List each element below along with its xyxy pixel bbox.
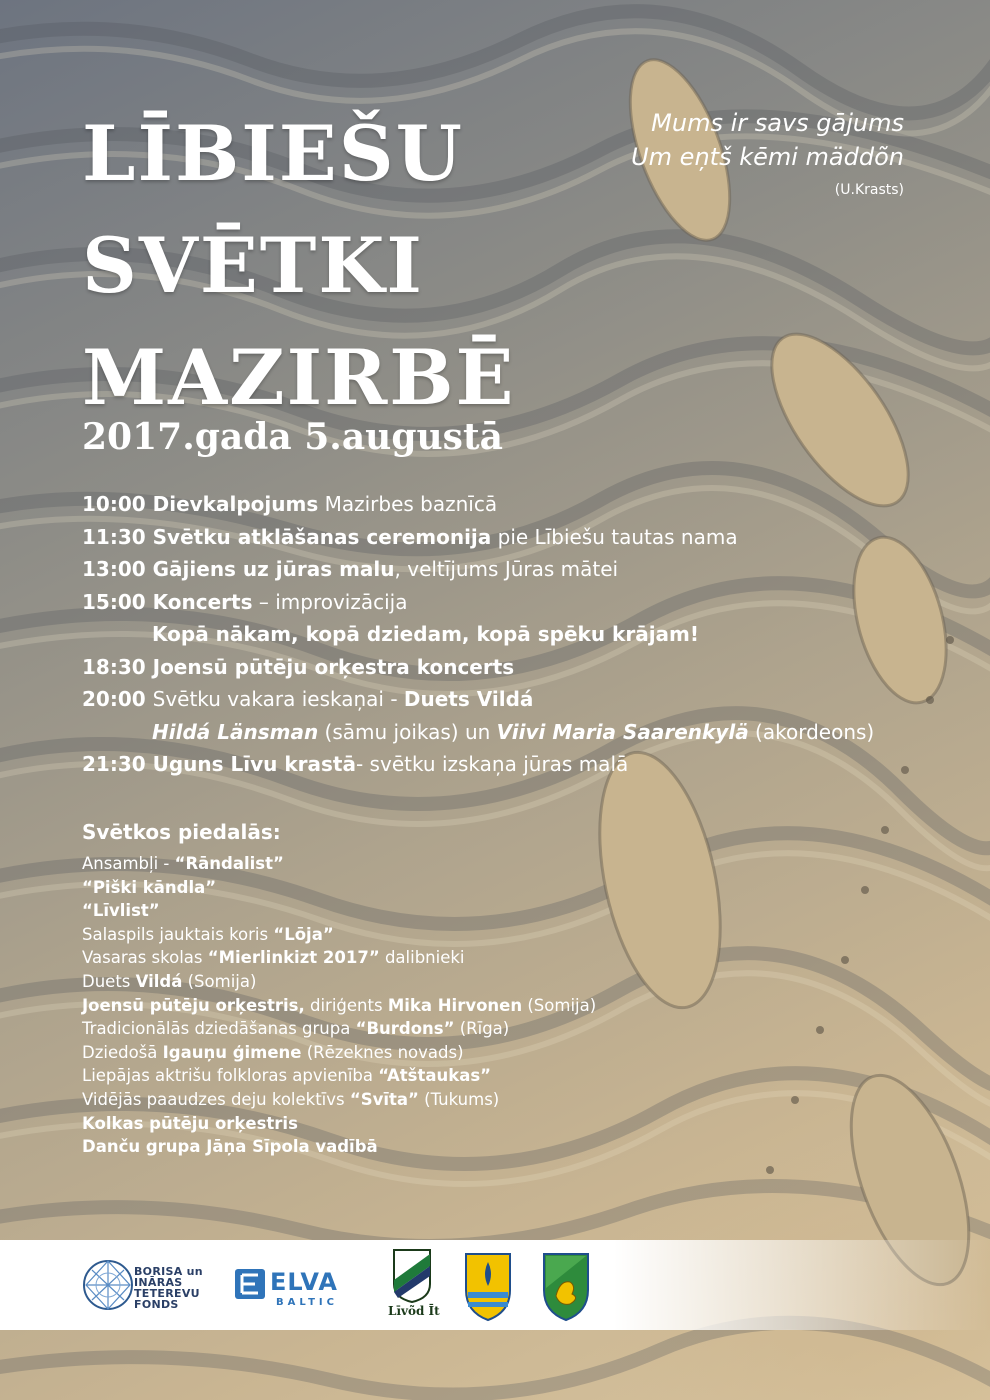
performer-detail: (sāmu joikas) un bbox=[318, 719, 497, 744]
fonds-logo-line: FONDS bbox=[134, 1298, 179, 1311]
schedule-event: Joensū pūtēju orķestra koncerts bbox=[152, 654, 515, 679]
schedule-event: Uguns Līvu krastā bbox=[152, 752, 356, 776]
participant-item bbox=[82, 899, 782, 923]
schedule-time: 21:30 bbox=[82, 752, 153, 776]
schedule-detail: Mazirbes baznīcā bbox=[318, 492, 498, 516]
participants-list bbox=[82, 820, 782, 1159]
schedule-time: 13:00 bbox=[82, 557, 153, 581]
schedule bbox=[82, 488, 952, 781]
participant-text: Liepājas aktrišu folkloras apvienība bbox=[82, 1066, 379, 1086]
participant-text: dalibnieki bbox=[379, 948, 465, 968]
sponsor-logo-bar bbox=[0, 1240, 990, 1330]
participant-item bbox=[82, 1088, 782, 1112]
participant-text: diriģents bbox=[304, 995, 388, 1015]
fonds-logo-line: BORISA un bbox=[134, 1265, 203, 1278]
epigraph bbox=[631, 106, 904, 198]
participant-item bbox=[82, 1135, 782, 1159]
schedule-row-continuation bbox=[82, 618, 952, 651]
poster-title bbox=[82, 98, 515, 434]
schedule-detail: - svētku izskaņa jūras malā bbox=[355, 752, 629, 776]
title-line-2: SVĒTKI bbox=[82, 221, 424, 310]
participant-text: Ansambļi - bbox=[82, 854, 175, 873]
participant-text: Vasaras skolas bbox=[82, 948, 208, 968]
schedule-event: Svētku atklāšanas ceremonija bbox=[152, 524, 492, 549]
participant-name: Mika Hirvonen bbox=[387, 995, 523, 1015]
fonds-logo-line: TETEREVU bbox=[134, 1287, 200, 1300]
participant-item bbox=[82, 1041, 782, 1065]
teterevu-fonds-logo bbox=[134, 1266, 224, 1310]
participant-text: (Somija) bbox=[522, 995, 597, 1015]
participant-item bbox=[82, 946, 782, 970]
schedule-row bbox=[82, 748, 952, 781]
schedule-event: Koncerts bbox=[152, 589, 253, 614]
title-line-1: LĪBIEŠU bbox=[82, 109, 464, 198]
performer-detail: (akordeons) bbox=[748, 719, 875, 744]
schedule-time: 11:30 bbox=[82, 524, 153, 549]
schedule-detail: pie Lībiešu tautas nama bbox=[491, 524, 738, 549]
elva-logo: ELVA bbox=[270, 1268, 338, 1296]
participant-item bbox=[82, 970, 782, 994]
elva-mark-icon bbox=[233, 1240, 267, 1330]
dundaga-coat-of-arms-icon bbox=[462, 1240, 514, 1330]
participant-item bbox=[82, 1064, 782, 1088]
schedule-event: Duets Vildá bbox=[403, 687, 534, 711]
schedule-time: 15:00 bbox=[82, 589, 153, 614]
participant-item bbox=[82, 994, 782, 1018]
schedule-time: 18:30 bbox=[82, 654, 153, 679]
schedule-row bbox=[82, 521, 952, 554]
performer-name: Viivi Maria Saarenkylä bbox=[496, 719, 749, 744]
schedule-row bbox=[82, 553, 952, 586]
schedule-row bbox=[82, 586, 952, 619]
participant-name: Vildá bbox=[135, 971, 183, 991]
participant-text: Dziedošā bbox=[82, 1042, 163, 1062]
schedule-row-continuation bbox=[82, 716, 952, 749]
epigraph-line-2: Um eņtš kēmi mäddõn bbox=[631, 143, 904, 171]
participant-name: “Burdons” bbox=[355, 1019, 455, 1039]
performer-name: Hildá Länsman bbox=[152, 719, 319, 744]
schedule-event: Dievkalpojums bbox=[152, 492, 319, 516]
participant-text: Salaspils jauktais koris bbox=[82, 924, 274, 944]
participant-text: (Rīga) bbox=[454, 1019, 510, 1039]
participant-item bbox=[82, 852, 782, 876]
participant-name: “Rāndalist” bbox=[174, 854, 284, 873]
schedule-time: 20:00 bbox=[82, 687, 153, 711]
participant-item bbox=[82, 1112, 782, 1136]
schedule-detail: , veltījums Jūras mātei bbox=[394, 557, 619, 581]
schedule-detail: – improvizācija bbox=[252, 589, 408, 614]
participant-name: Kolkas pūtēju orķestris bbox=[82, 1113, 298, 1133]
epigraph-line-1: Mums ir savs gājums bbox=[651, 109, 904, 137]
talsi-coat-of-arms-icon bbox=[540, 1240, 592, 1330]
participant-text: (Somija) bbox=[182, 971, 257, 991]
schedule-row bbox=[82, 683, 952, 716]
event-date: 2017.gada 5.augustā bbox=[82, 416, 503, 458]
participant-item bbox=[82, 1017, 782, 1041]
participant-name: “Lōja” bbox=[273, 924, 334, 944]
epigraph-author: (U.Krasts) bbox=[834, 182, 904, 198]
concert-motto: Kopā nākam, kopā dziedam, kopā spēku krājam! bbox=[152, 622, 700, 646]
participant-text: Duets bbox=[82, 971, 136, 991]
participant-name: “Piški kāndla” bbox=[82, 877, 217, 897]
schedule-row bbox=[82, 651, 952, 684]
schedule-row bbox=[82, 488, 952, 521]
schedule-event: Gājiens uz jūras malu bbox=[152, 557, 395, 581]
elva-logo-subtitle: BALTIC bbox=[276, 1297, 338, 1308]
participant-name: “Atštaukas” bbox=[378, 1066, 492, 1086]
fonds-logo-line: INĀRAS bbox=[134, 1276, 183, 1289]
participant-item bbox=[82, 876, 782, 900]
participant-name: Igauņu ģimene bbox=[162, 1042, 302, 1062]
teterevu-fonds-globe-icon bbox=[82, 1240, 134, 1330]
schedule-time: 10:00 bbox=[82, 492, 153, 516]
schedule-detail: Svētku vakara ieskaņai - bbox=[152, 687, 404, 711]
participant-text: (Rēzeknes novads) bbox=[301, 1042, 464, 1062]
participants-heading: Svētkos piedalās: bbox=[82, 820, 281, 844]
participant-text: Vidējās paaudzes deju kolektīvs bbox=[82, 1089, 350, 1109]
participant-name: “Svīta” bbox=[349, 1089, 419, 1109]
participant-name: Danču grupa Jāņa Sīpola vadībā bbox=[82, 1137, 378, 1157]
title-line-3: MAZIRBĒ bbox=[82, 333, 516, 422]
participant-text: (Tukums) bbox=[418, 1089, 500, 1109]
participant-item bbox=[82, 923, 782, 947]
participant-name: Joensū pūtēju orķestris, bbox=[82, 995, 305, 1015]
participant-name: “Mierlinkizt 2017” bbox=[207, 948, 380, 968]
participant-text: Tradicionālās dziedāšanas grupa bbox=[82, 1019, 356, 1039]
participant-name: “Līvlist” bbox=[82, 901, 160, 921]
livod-it-logo: Līvõd Īt bbox=[388, 1304, 440, 1318]
